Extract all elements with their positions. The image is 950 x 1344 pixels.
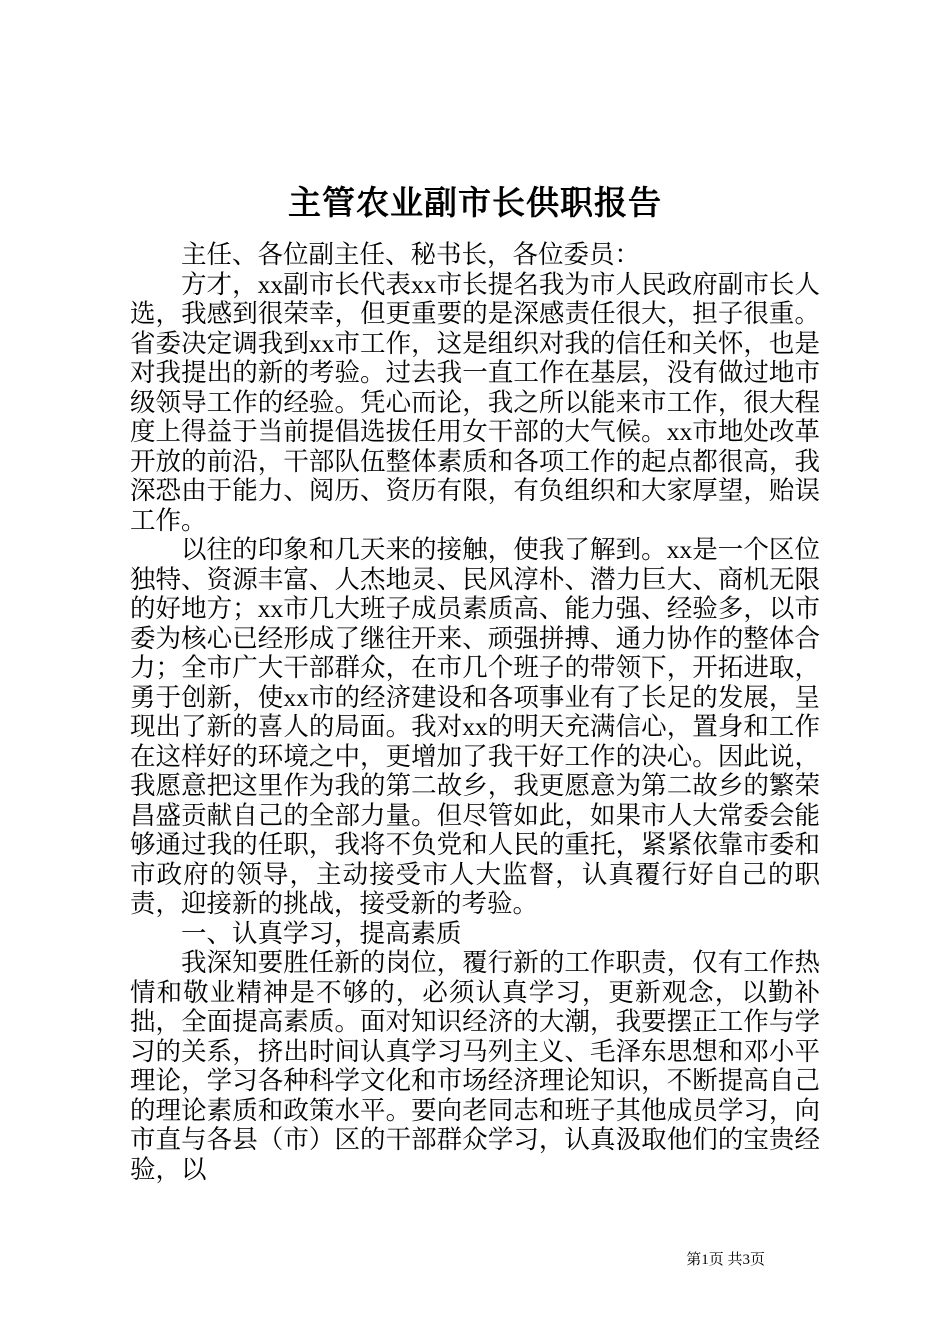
document-title bbox=[130, 184, 820, 225]
salutation-paragraph: 主任、各位副主任、秘书长，各位委员： bbox=[181, 240, 641, 270]
body-paragraph: 方才，xx副市长代表xx市长提名我为市人民政府副市长人选，我感到很荣幸，但更重要的是深感责任很大，担子很重。省委决定调我到xx市工作，这是组织对我的信任和关怀，也是对我提出的新的考验。过去我一直工作在基层，没有做过地市级领导工作的经验。凭心而论，我之所以能来市工作，很大程度上得益于当前提倡选拔任用女干部的大气候。xx市地处改革开放的前沿，干部队伍整体素质和各项工作的起点都很高，我深恐由于能力、阅历、资历有限，有负组织和大家厚望，贻误工作。 bbox=[130, 269, 820, 535]
document-content bbox=[130, 184, 820, 1184]
body-paragraph: 以往的印象和几天来的接触，使我了解到。xx是一个区位独特、资源丰富、人杰地灵、民风淳朴、潜力巨大、商机无限的好地方；xx市几大班子成员素质高、能力强、经验多，以市委为核心已经形成了继往开来、顽强拼搏、通力协作的整体合力；全市广大干部群众，在市几个班子的带领下，开拓进取，勇于创新，使xx市的经济建设和各项事业有了长足的发展，呈现出了新的喜人的局面。我对xx的明天充满信心，置身和工作在这样好的环境之中，更增加了我干好工作的决心。因此说，我愿意把这里作为我的第二故乡，我更愿意为第二故乡的繁荣昌盛贡献自己的全部力量。但尽管如此，如果市人大常委会能够通过我的任职，我将不负党和人民的重托，紧紧依靠市委和市政府的领导，主动接受市人大监督，认真覆行好自己的职责，迎接新的挑战，接受新的考验。 bbox=[130, 535, 820, 919]
section-heading: 一、认真学习，提高素质 bbox=[181, 918, 462, 948]
body-paragraph: 我深知要胜任新的岗位，覆行新的工作职责，仅有工作热情和敬业精神是不够的，必须认真学习，更新观念，以勤补拙，全面提高素质。面对知识经济的大潮，我要摆正工作与学习的关系，挤出时间认真学习马列主义、毛泽东思想和邓小平理论，学习各种科学文化和市场经济理论知识，不断提高自己的理论素质和政策水平。要向老同志和班子其他成员学习，向市直与各县（市）区的干部群众学习，认真汲取他们的宝贵经验，以 bbox=[130, 948, 820, 1184]
page-footer bbox=[686, 1250, 765, 1270]
page-number-label: 第1页 共3页 bbox=[686, 1252, 765, 1268]
document-title-text: 主管农业副市长供职报告 bbox=[288, 186, 662, 222]
